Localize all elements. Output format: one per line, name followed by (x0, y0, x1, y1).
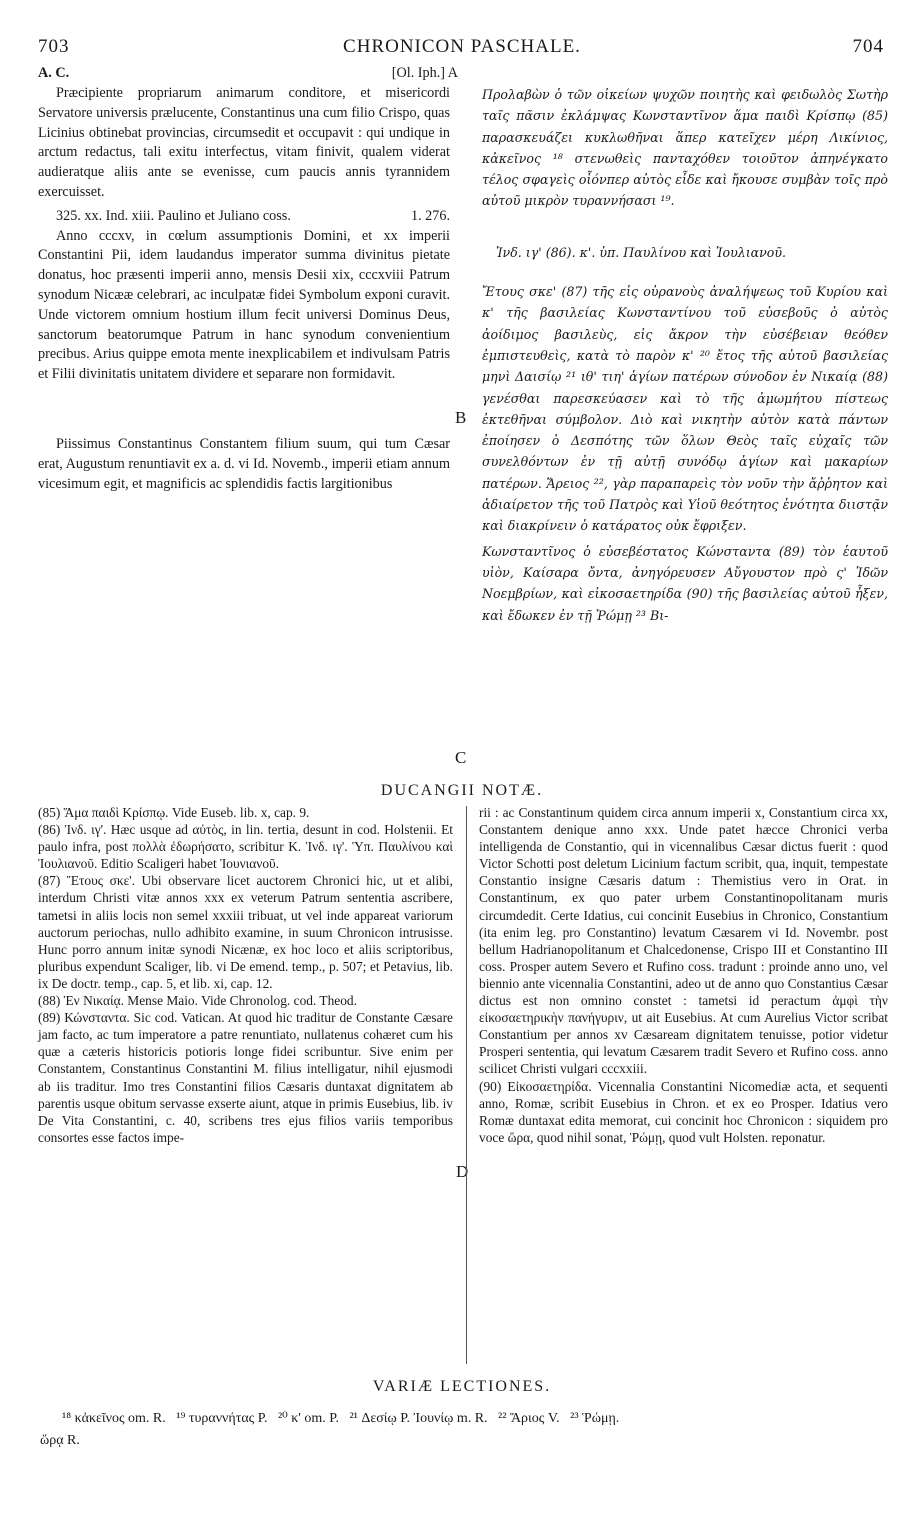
note-85: (85) Ἅμα παιδὶ Κρίσπῳ. Vide Euseb. lib. x, cap. 9. (38, 805, 310, 820)
variae-title: VARIÆ LECTIONES. (372, 1378, 552, 1395)
margin-letter-d: D (456, 1162, 469, 1181)
greek-paragraph-2: Ἔτους σκε' (87) τῆς εἰς οὐρανοὺς ἀναλήψεως τοῦ Κυρίου καὶ κ' τῆς βασιλείας Κωνσταντίνου τοῦ εὐσεβοῦς ὁ αὐτὸς ἀοίδιμος βασιλεὺς, εἰς ἄκρον τὴν εὐσέβειαν θεόθεν ἐμπιστευθεὶς, κατὰ τὸ παρὸν κ' ²⁰ ἔτος τῆς αὐτοῦ βασιλείας μηνὶ Δαισίῳ ²¹ ιθ' τιη' ἁγίων πατέρων σύνοδον ἐν Νικαίᾳ (88) γενέσθαι παρεσκεύασεν καὶ τὸ τῆς ἀμωμήτου πίστεως ἐκτεθῆναι σύμβολον. Διὸ καὶ νικητὴν αὐτὸν κατὰ πάντων ἐποίησεν ὁ Δεσπότης τῶν ὅλων Θεὸς ταῖς εὐχαῖς τῶν συνελθόντων ἐν τῇ αὐτῇ συνόδῳ ἁγίων καὶ μακαρίων πατέρων. Ἄρειος ²², γὰρ παραπαρεὶς τὸν νοῦν τὴν ἄῤῥητον καὶ ἀδιαίρετον τῆς τοῦ Πατρὸς καὶ Υἱοῦ θεότητος ἑνότητα διιστᾷν καὶ διακρίνειν ὁ κατάρατος οὐκ ἔφριξεν. (482, 284, 888, 534)
note-89-continued: rii : ac Constantinum quidem circa annum imperii x, Constantium circa xx, Constantem denique anno xxx. Unde patet hæcce Chronici verba intelligenda de Constantio, qui in vicennalibus Cæsar dictus fuerit : quod Victor Schotti post deletum Licinium factum scribit, qua, inquit, tempestate Constantio insigne Cæsaris datum : Themistius vero in Orat. in Constantinum, ex quo pater urbem Constantinopolitanam muris circumdedit. Certe Idatius, cui concinit Eusebius in Chronico, Constantium (ita enim leg. pro Constantino) levatum Cæsarem vi Id. Novembr. post bellum Hadrianopolitanum et Chalcedonense, Crispo III et Constantino III coss. Prosper autem Severo et Rufino coss. tradunt : proinde anno uno, vel biennio ante vicennalia Constantini, adeo ut de anno quo Constantius Cæsar dictus est non omnino constet : tametsi id peractum ἀμφὶ τὴν εἰκοσαετηρικὴν πανήγυριν, ut ait Eusebius. At cum Aurelius Victor scribat Constantium per annos xv Cæsaream dignitatem tenuisse, potior videtur Prosperi sententia, qui levatum Cæsarem tradit Severo et Rufino coss. anno scilicet Christi vulgari cccxxiii. (479, 805, 888, 1077)
note-89: (89) Κώνσταντα. Sic cod. Vatican. At quod hic traditur de Constante Cæsare jam facto, ac tum imperatore a patre renuntiato, nullatenus cohæret cum his quæ a cæteris historicis potioris longe fidei scribuntur. Sive enim per Constantem, Constantinus Constantini M. filius intelligatur, nihil ejusmodi ab iis traditur. Imo tres Constantini filios Cæsaris duntaxat dignitatem ab parentis usque obitum servasse exserte aiunt, atque in primis Eusebius, lib. iv De Vita Constantini, c. 40, scribens tres ejus filios variis temporibus consortes esse factos impe- (38, 1010, 453, 1145)
page-number-left: 703 (38, 36, 70, 57)
latin-paragraph-3: Piissimus Constantinus Constantem filium suum, qui tum Cæsar erat, Augustum renuntiavit ex a. d. vi Id. Novemb., imperii etiam annum vicesimum egit, et magnificis ac splendidis factis largitionibus (38, 435, 450, 492)
latin-year-line: 325. xx. Ind. xiii. Paulino et Juliano coss. (56, 207, 291, 224)
note-86: (86) Ἰνδ. ιγ'. Hæc usque ad αὐτὸς, in lin. tertia, desunt in cod. Holstenii. Et paulo infra, post πολλὰ ἐδωρήσατο, scribitur K. Ἰνδ. ιγ'. Ὑπ. Παυλίνου καὶ Ἰουλιανοῦ. Editio Scaligeri habet Ἰουνιανοῦ. (38, 822, 453, 872)
greek-paragraph-1: Προλαβὼν ὁ τῶν οἰκείων ψυχῶν ποιητὴς καὶ φειδωλὸς Σωτὴρ ταῖς πᾶσιν ἐκλάμψας Κωνσταντῖνον ἅμα παιδὶ Κρίσπῳ (85) παρασκευάζει κυκλωθῆναι ἅπερ κατεῖχεν μέρη Λικίνιος, κἀκεῖνος ¹⁸ στενωθεὶς πανταχόθεν τοιοῦτον ἀπηνέγκατο τέλος σφαγεὶς οἷόνπερ αὐτὸς εἶδε καὶ ἤκουσε συμβὰν τοῖς πρὸ αὐτοῦ μικρὸν τυραννήσασι ¹⁹. (482, 87, 888, 209)
greek-paragraph-3: Κωνσταντῖνος ὁ εὐσεβέστατος Κώνσταντα (89) τὸν ἑαυτοῦ υἱὸν, Καίσαρα ὄντα, ἀνηγόρευσεν Αὔγουστον πρὸ ς' Ἰδῶν Νοεμβρίων, καὶ εἰκοσαετηρίδα (90) τῆς βασιλείας αὐτοῦ ἦξεν, καὶ ἔδωκεν ἐν τῇ Ῥώμῃ ²³ Βι- (482, 543, 888, 623)
latin-paragraph-2: Anno cccxv, in cœlum assumptionis Domini, et xx imperii Constantini Pii, idem laudandus imperator summa divinitus pietate donatus, hoc præsenti imperii anno, mensis Desii xix, cccxviii Patrum synodum Nicææ celebrari, ac inculpatæ fidei Symbolum exponi curavit. Unde victorem omnium hostium illum fecit universi Dominus Deus, sanctorum beatorumque Patrum in hanc synodum convenientium precibus. Arius quippe emota mente inexplicabilem et indivulsam Patris et Filii divinitatis unitatem dividere et separare non formidavit. (38, 227, 450, 383)
notes-left-column (38, 804, 453, 1146)
anno-christi-marker: A. C. (38, 65, 70, 81)
notes-title: DUCANGII NOTÆ. (380, 782, 544, 799)
variae-line-2: ὥρᾳ R. (40, 1433, 80, 1448)
page-number-right: 704 (852, 36, 884, 57)
note-87: (87) Ἔτους σκε'. Ubi observare licet auctorem Chronici hic, ut et alibi, interdum Christi vitæ annos xxx ex veterum Patrum sententia ascribere, tametsi in aliis locis non semel xxxiii tribuat, ut vel inde appareat variorum auctorum periochas, nullo adhibito examine, in suum Chronicon intrusisse. Hunc porro annum initæ synodi Nicænæ, ex hoc loco et aliis scriptoribus, pluribus expendunt Scaliger, lib. vi De emend. temp., p. 507; et Petavius, lib. ix De doctr. temp., cap. 5, et lib. xi, cap. 12. (38, 873, 453, 991)
notes-right-column (479, 804, 888, 1146)
olympiad-marker: [Ol. Iph.] A (391, 65, 458, 81)
variae-line-1: ¹⁸ κἀκεῖνος om. R. ¹⁹ τυραννήτας P. ²⁰ κ' om. P. ²¹ Δεσίῳ P. Ἰουνίῳ m. R. ²² Ἄριος V. ²³ Ῥώμῃ. (62, 1411, 620, 1426)
running-title: CHRONICON PASCHALE. (343, 36, 581, 57)
note-90: (90) Εἰκοσαετηρίδα. Vicennalia Constantini Nicomediæ acta, et sequenti anno, Romæ, scribit Eusebius in Chron. et ex eo Prosper. Idatius vero Romæ duntaxat edita memorat, cui concinit hoc Chronicon : siquidem pro voce ὥρα, quod nihil sonat, Ῥώμῃ, quod vult Holsten. reponatur. (479, 1078, 888, 1145)
greek-column (482, 84, 888, 626)
latin-column (38, 64, 458, 494)
latin-paragraph-1: Præcipiente propriarum animarum conditore, et misericordi Servatore universis prælucente, Constantinus una cum filio Crispo, quas Licinius obtinebat provincias, circumsedit et occupavit : qui undique in arctum redactus, tali exitu interfectus, vitam finivit, qualem viderat audieratque aliis ante se evenisse, cum paucis annis tyrannidem exercuisset. (38, 85, 450, 200)
note-88: (88) Ἐν Νικαίᾳ. Mense Maio. Vide Chronolog. cod. Theod. (38, 993, 357, 1009)
column-reference: 1. 276. (410, 207, 450, 224)
margin-letter-b: B (455, 408, 467, 427)
margin-letter-c: C (455, 748, 467, 767)
notes-column-divider (466, 806, 467, 1364)
greek-year-line: Ἰνδ. ιγ' (86). κ'. ὑπ. Παυλίνου καὶ Ἰουλιανοῦ. (496, 244, 787, 260)
